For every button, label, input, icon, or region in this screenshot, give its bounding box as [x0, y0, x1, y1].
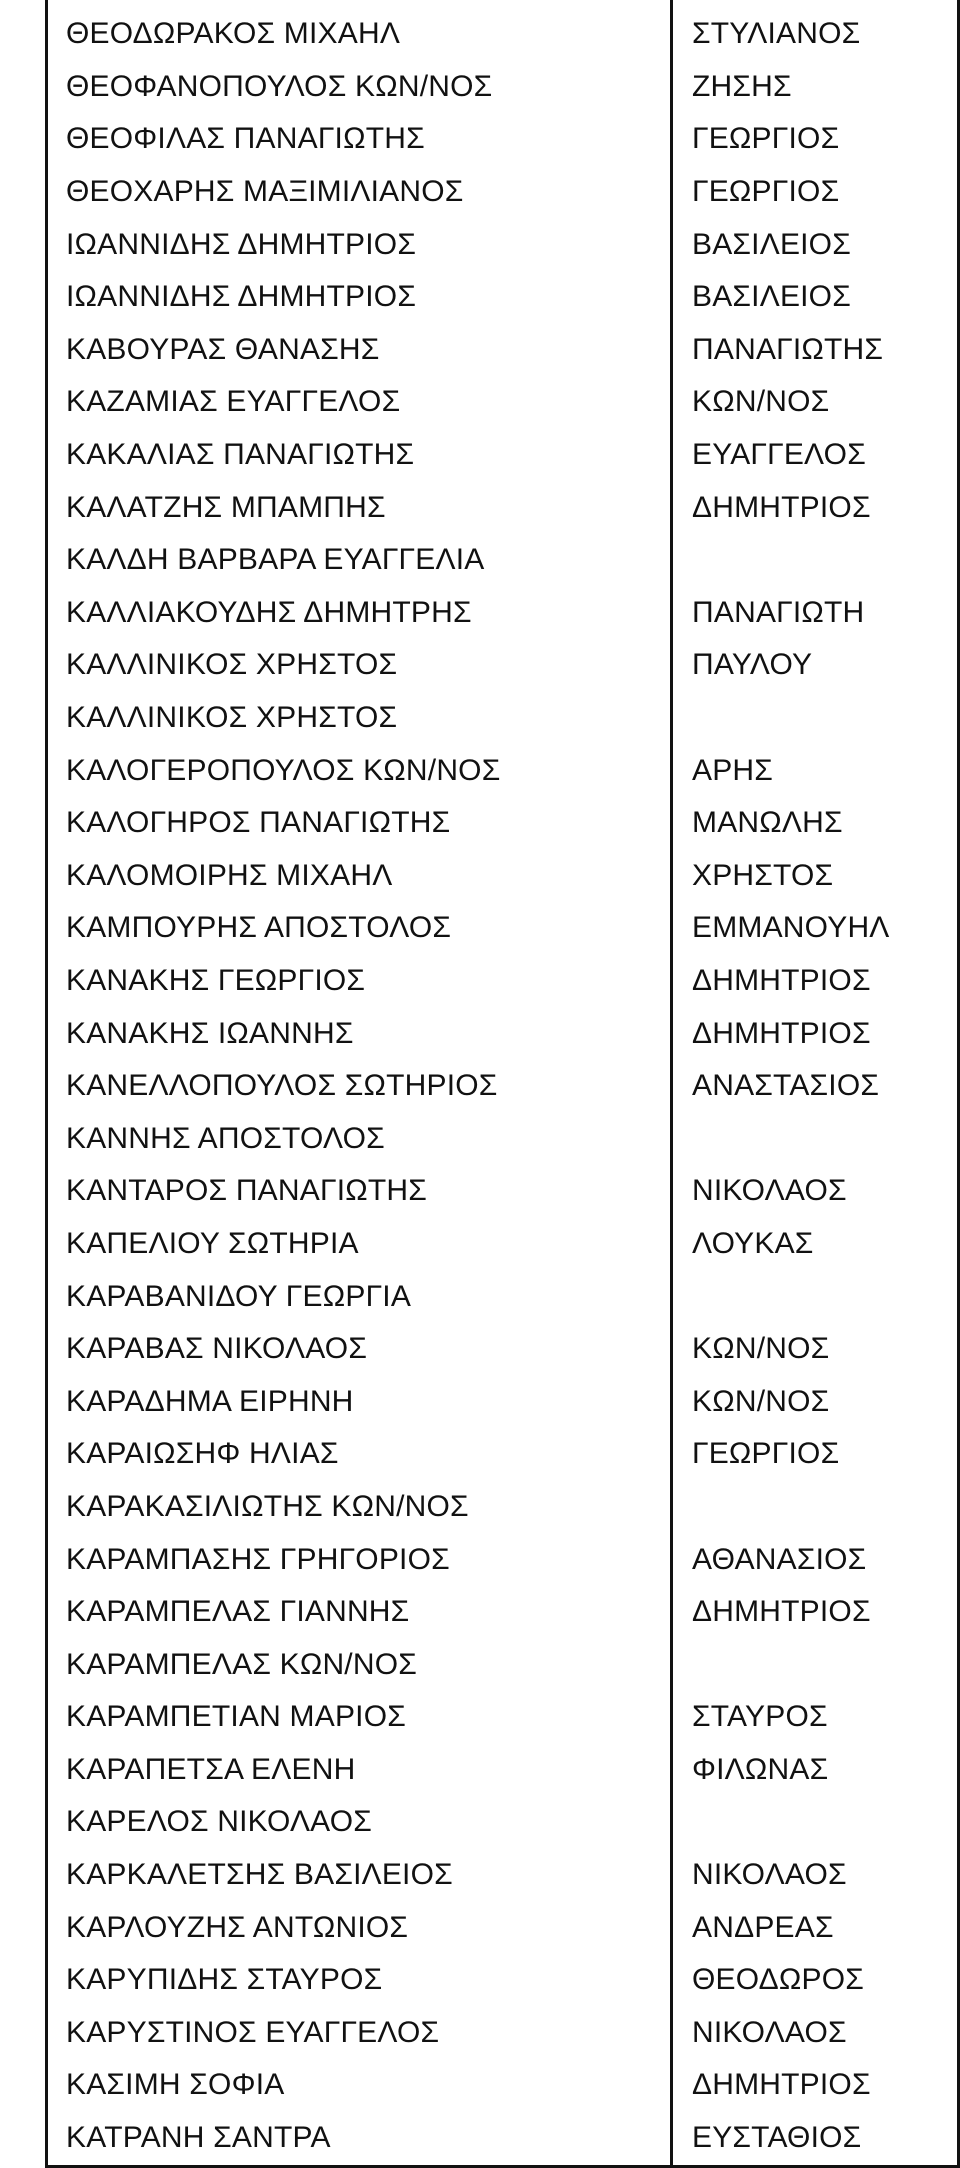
table-row — [0, 481, 960, 534]
table-row — [0, 850, 960, 903]
father-name-cell: ΓΕΩΡΓΙΟΣ — [692, 177, 840, 208]
table-row — [0, 271, 960, 324]
table-row — [0, 1901, 960, 1954]
father-name-cell: ΒΑΣΙΛΕΙΟΣ — [692, 282, 851, 313]
table-row — [0, 587, 960, 640]
father-name-cell: ΧΡΗΣΤΟΣ — [692, 860, 834, 891]
full-name-cell: ΚΑΡΑΚΑΣΙΛΙΩΤΗΣ ΚΩΝ/ΝΟΣ — [66, 1491, 469, 1522]
table-row — [0, 1849, 960, 1902]
father-name-cell: ΖΗΣΗΣ — [692, 71, 792, 102]
father-name-cell: ΘΕΟΔΩΡΟΣ — [692, 1965, 865, 1996]
father-name-cell: ΚΩΝ/ΝΟΣ — [692, 387, 830, 418]
table-row — [0, 1586, 960, 1639]
father-name-cell: ΔΗΜΗΤΡΙΟΣ — [692, 965, 871, 996]
name-table — [0, 8, 960, 2164]
father-name-cell: ΣΤΑΥΡΟΣ — [692, 1702, 828, 1733]
full-name-cell: ΚΑΡΚΑΛΕΤΣΗΣ ΒΑΣΙΛΕΙΟΣ — [66, 1860, 453, 1891]
full-name-cell: ΘΕΟΦΙΛΑΣ ΠΑΝΑΓΙΩΤΗΣ — [66, 124, 425, 155]
full-name-cell: ΚΑΡΑΜΠΑΣΗΣ ΓΡΗΓΟΡΙΟΣ — [66, 1544, 450, 1575]
father-name-cell: ΔΗΜΗΤΡΙΟΣ — [692, 1597, 871, 1628]
full-name-cell: ΚΑΝΑΚΗΣ ΙΩΑΝΝΗΣ — [66, 1018, 354, 1049]
table-row — [0, 1428, 960, 1481]
table-row — [0, 1323, 960, 1376]
full-name-cell: ΚΑΛΔΗ ΒΑΡΒΑΡΑ ΕΥΑΓΓΕΛΙΑ — [66, 545, 485, 576]
father-name-cell: ΛΟΥΚΑΣ — [692, 1228, 814, 1259]
father-name-cell: ΣΤΥΛΙΑΝΟΣ — [692, 19, 861, 50]
full-name-cell: ΚΑΚΑΛΙΑΣ ΠΑΝΑΓΙΩΤΗΣ — [66, 440, 415, 471]
table-row — [0, 1375, 960, 1428]
father-name-cell: ΔΗΜΗΤΡΙΟΣ — [692, 1018, 871, 1049]
full-name-cell: ΚΑΡΑΜΠΕΤΙΑΝ ΜΑΡΙΟΣ — [66, 1702, 406, 1733]
father-name-cell: ΔΗΜΗΤΡΙΟΣ — [692, 2070, 871, 2101]
full-name-cell: ΘΕΟΔΩΡΑΚΟΣ ΜΙΧΑΗΛ — [66, 19, 401, 50]
father-name-cell: ΔΗΜΗΤΡΙΟΣ — [692, 492, 871, 523]
table-row — [0, 902, 960, 955]
table-row — [0, 1533, 960, 1586]
father-name-cell: ΑΝΑΣΤΑΣΙΟΣ — [692, 1071, 880, 1102]
table-row — [0, 1007, 960, 1060]
father-name-cell: ΒΑΣΙΛΕΙΟΣ — [692, 229, 851, 260]
full-name-cell: ΚΑΤΡΑΝΗ ΣΑΝΤΡΑ — [66, 2123, 331, 2154]
table-row — [0, 692, 960, 745]
father-name-cell: ΦΙΛΩΝΑΣ — [692, 1754, 829, 1785]
table-row — [0, 2112, 960, 2165]
table-row — [0, 534, 960, 587]
full-name-cell: ΚΑΛΛΙΑΚΟΥΔΗΣ ΔΗΜΗΤΡΗΣ — [66, 597, 472, 628]
table-row — [0, 166, 960, 219]
father-name-cell: ΑΡΗΣ — [692, 755, 774, 786]
father-name-cell: ΓΕΩΡΓΙΟΣ — [692, 1439, 840, 1470]
full-name-cell: ΚΑΡΑΜΠΕΛΑΣ ΚΩΝ/ΝΟΣ — [66, 1649, 417, 1680]
table-row — [0, 1060, 960, 1113]
full-name-cell: ΚΑΝΝΗΣ ΑΠΟΣΤΟΛΟΣ — [66, 1123, 385, 1154]
full-name-cell: ΚΑΡΥΣΤΙΝΟΣ ΕΥΑΓΓΕΛΟΣ — [66, 2017, 440, 2048]
father-name-cell: ΓΕΩΡΓΙΟΣ — [692, 124, 840, 155]
table-row — [0, 2007, 960, 2060]
table-row — [0, 797, 960, 850]
full-name-cell: ΚΑΡΑΒΑΝΙΔΟΥ ΓΕΩΡΓΙΑ — [66, 1281, 412, 1312]
full-name-cell: ΘΕΟΧΑΡΗΣ ΜΑΞΙΜΙΛΙΑΝΟΣ — [66, 177, 464, 208]
table-row — [0, 1796, 960, 1849]
father-name-cell: ΠΑΝΑΓΙΩΤΗ — [692, 597, 865, 628]
father-name-cell: ΝΙΚΟΛΑΟΣ — [692, 1860, 847, 1891]
table-row — [0, 1954, 960, 2007]
table-row — [0, 376, 960, 429]
table-row — [0, 955, 960, 1008]
full-name-cell: ΚΑΡΑΜΠΕΛΑΣ ΓΙΑΝΝΗΣ — [66, 1597, 410, 1628]
full-name-cell: ΚΑΡΑΔΗΜΑ ΕΙΡΗΝΗ — [66, 1386, 354, 1417]
full-name-cell: ΚΑΡΛΟΥΖΗΣ ΑΝΤΩΝΙΟΣ — [66, 1912, 409, 1943]
father-name-cell: ΕΥΣΤΑΘΙΟΣ — [692, 2123, 862, 2154]
full-name-cell: ΚΑΝΑΚΗΣ ΓΕΩΡΓΙΟΣ — [66, 965, 366, 996]
full-name-cell: ΚΑΝΕΛΛΟΠΟΥΛΟΣ ΣΩΤΗΡΙΟΣ — [66, 1071, 498, 1102]
full-name-cell: ΙΩΑΝΝΙΔΗΣ ΔΗΜΗΤΡΙΟΣ — [66, 229, 417, 260]
father-name-cell: ΚΩΝ/ΝΟΣ — [692, 1334, 830, 1365]
full-name-cell: ΚΑΝΤΑΡΟΣ ΠΑΝΑΓΙΩΤΗΣ — [66, 1176, 427, 1207]
table-row — [0, 1270, 960, 1323]
full-name-cell: ΚΑΛΑΤΖΗΣ ΜΠΑΜΠΗΣ — [66, 492, 386, 523]
table-row — [0, 1112, 960, 1165]
father-name-cell: ΑΝΔΡΕΑΣ — [692, 1912, 834, 1943]
table-row — [0, 1691, 960, 1744]
father-name-cell: ΕΥΑΓΓΕΛΟΣ — [692, 440, 866, 471]
full-name-cell: ΙΩΑΝΝΙΔΗΣ ΔΗΜΗΤΡΙΟΣ — [66, 282, 417, 313]
full-name-cell: ΚΑΡΑΠΕΤΣΑ ΕΛΕΝΗ — [66, 1754, 356, 1785]
table-row — [0, 324, 960, 377]
full-name-cell: ΚΑΠΕΛΙΟΥ ΣΩΤΗΡΙΑ — [66, 1228, 359, 1259]
full-name-cell: ΚΑΛΟΜΟΙΡΗΣ ΜΙΧΑΗΛ — [66, 860, 393, 891]
full-name-cell: ΘΕΟΦΑΝΟΠΟΥΛΟΣ ΚΩΝ/ΝΟΣ — [66, 71, 493, 102]
father-name-cell: ΑΘΑΝΑΣΙΟΣ — [692, 1544, 867, 1575]
father-name-cell: ΕΜΜΑΝΟΥΗΛ — [692, 913, 890, 944]
full-name-cell: ΚΑΛΟΓΕΡΟΠΟΥΛΟΣ ΚΩΝ/ΝΟΣ — [66, 755, 501, 786]
full-name-cell: ΚΑΛΟΓΗΡΟΣ ΠΑΝΑΓΙΩΤΗΣ — [66, 808, 451, 839]
father-name-cell: ΜΑΝΩΛΗΣ — [692, 808, 843, 839]
father-name-cell: ΝΙΚΟΛΑΟΣ — [692, 2017, 847, 2048]
table-row — [0, 1218, 960, 1271]
father-name-cell: ΠΑΥΛΟΥ — [692, 650, 813, 681]
full-name-cell: ΚΑΜΠΟΥΡΗΣ ΑΠΟΣΤΟΛΟΣ — [66, 913, 452, 944]
table-row — [0, 1744, 960, 1797]
table-row — [0, 1481, 960, 1534]
full-name-cell: ΚΑΒΟΥΡΑΣ ΘΑΝΑΣΗΣ — [66, 334, 380, 365]
full-name-cell: ΚΑΡΥΠΙΔΗΣ ΣΤΑΥΡΟΣ — [66, 1965, 383, 1996]
full-name-cell: ΚΑΡΕΛΟΣ ΝΙΚΟΛΑΟΣ — [66, 1807, 373, 1838]
full-name-cell: ΚΑΖΑΜΙΑΣ ΕΥΑΓΓΕΛΟΣ — [66, 387, 401, 418]
table-row — [0, 1638, 960, 1691]
full-name-cell: ΚΑΣΙΜΗ ΣΟΦΙΑ — [66, 2070, 285, 2101]
full-name-cell: ΚΑΡΑΙΩΣΗΦ ΗΛΙΑΣ — [66, 1439, 339, 1470]
table-row — [0, 639, 960, 692]
father-name-cell: ΝΙΚΟΛΑΟΣ — [692, 1176, 847, 1207]
table-row — [0, 429, 960, 482]
father-name-cell: ΠΑΝΑΓΙΩΤΗΣ — [692, 334, 884, 365]
table-row — [0, 113, 960, 166]
table-row — [0, 1165, 960, 1218]
full-name-cell: ΚΑΛΛΙΝΙΚΟΣ ΧΡΗΣΤΟΣ — [66, 650, 398, 681]
full-name-cell: ΚΑΛΛΙΝΙΚΟΣ ΧΡΗΣΤΟΣ — [66, 703, 398, 734]
table-row — [0, 744, 960, 797]
table-row — [0, 218, 960, 271]
table-row — [0, 8, 960, 61]
full-name-cell: ΚΑΡΑΒΑΣ ΝΙΚΟΛΑΟΣ — [66, 1334, 368, 1365]
father-name-cell: ΚΩΝ/ΝΟΣ — [692, 1386, 830, 1417]
table-row — [0, 61, 960, 114]
table-row — [0, 2059, 960, 2112]
